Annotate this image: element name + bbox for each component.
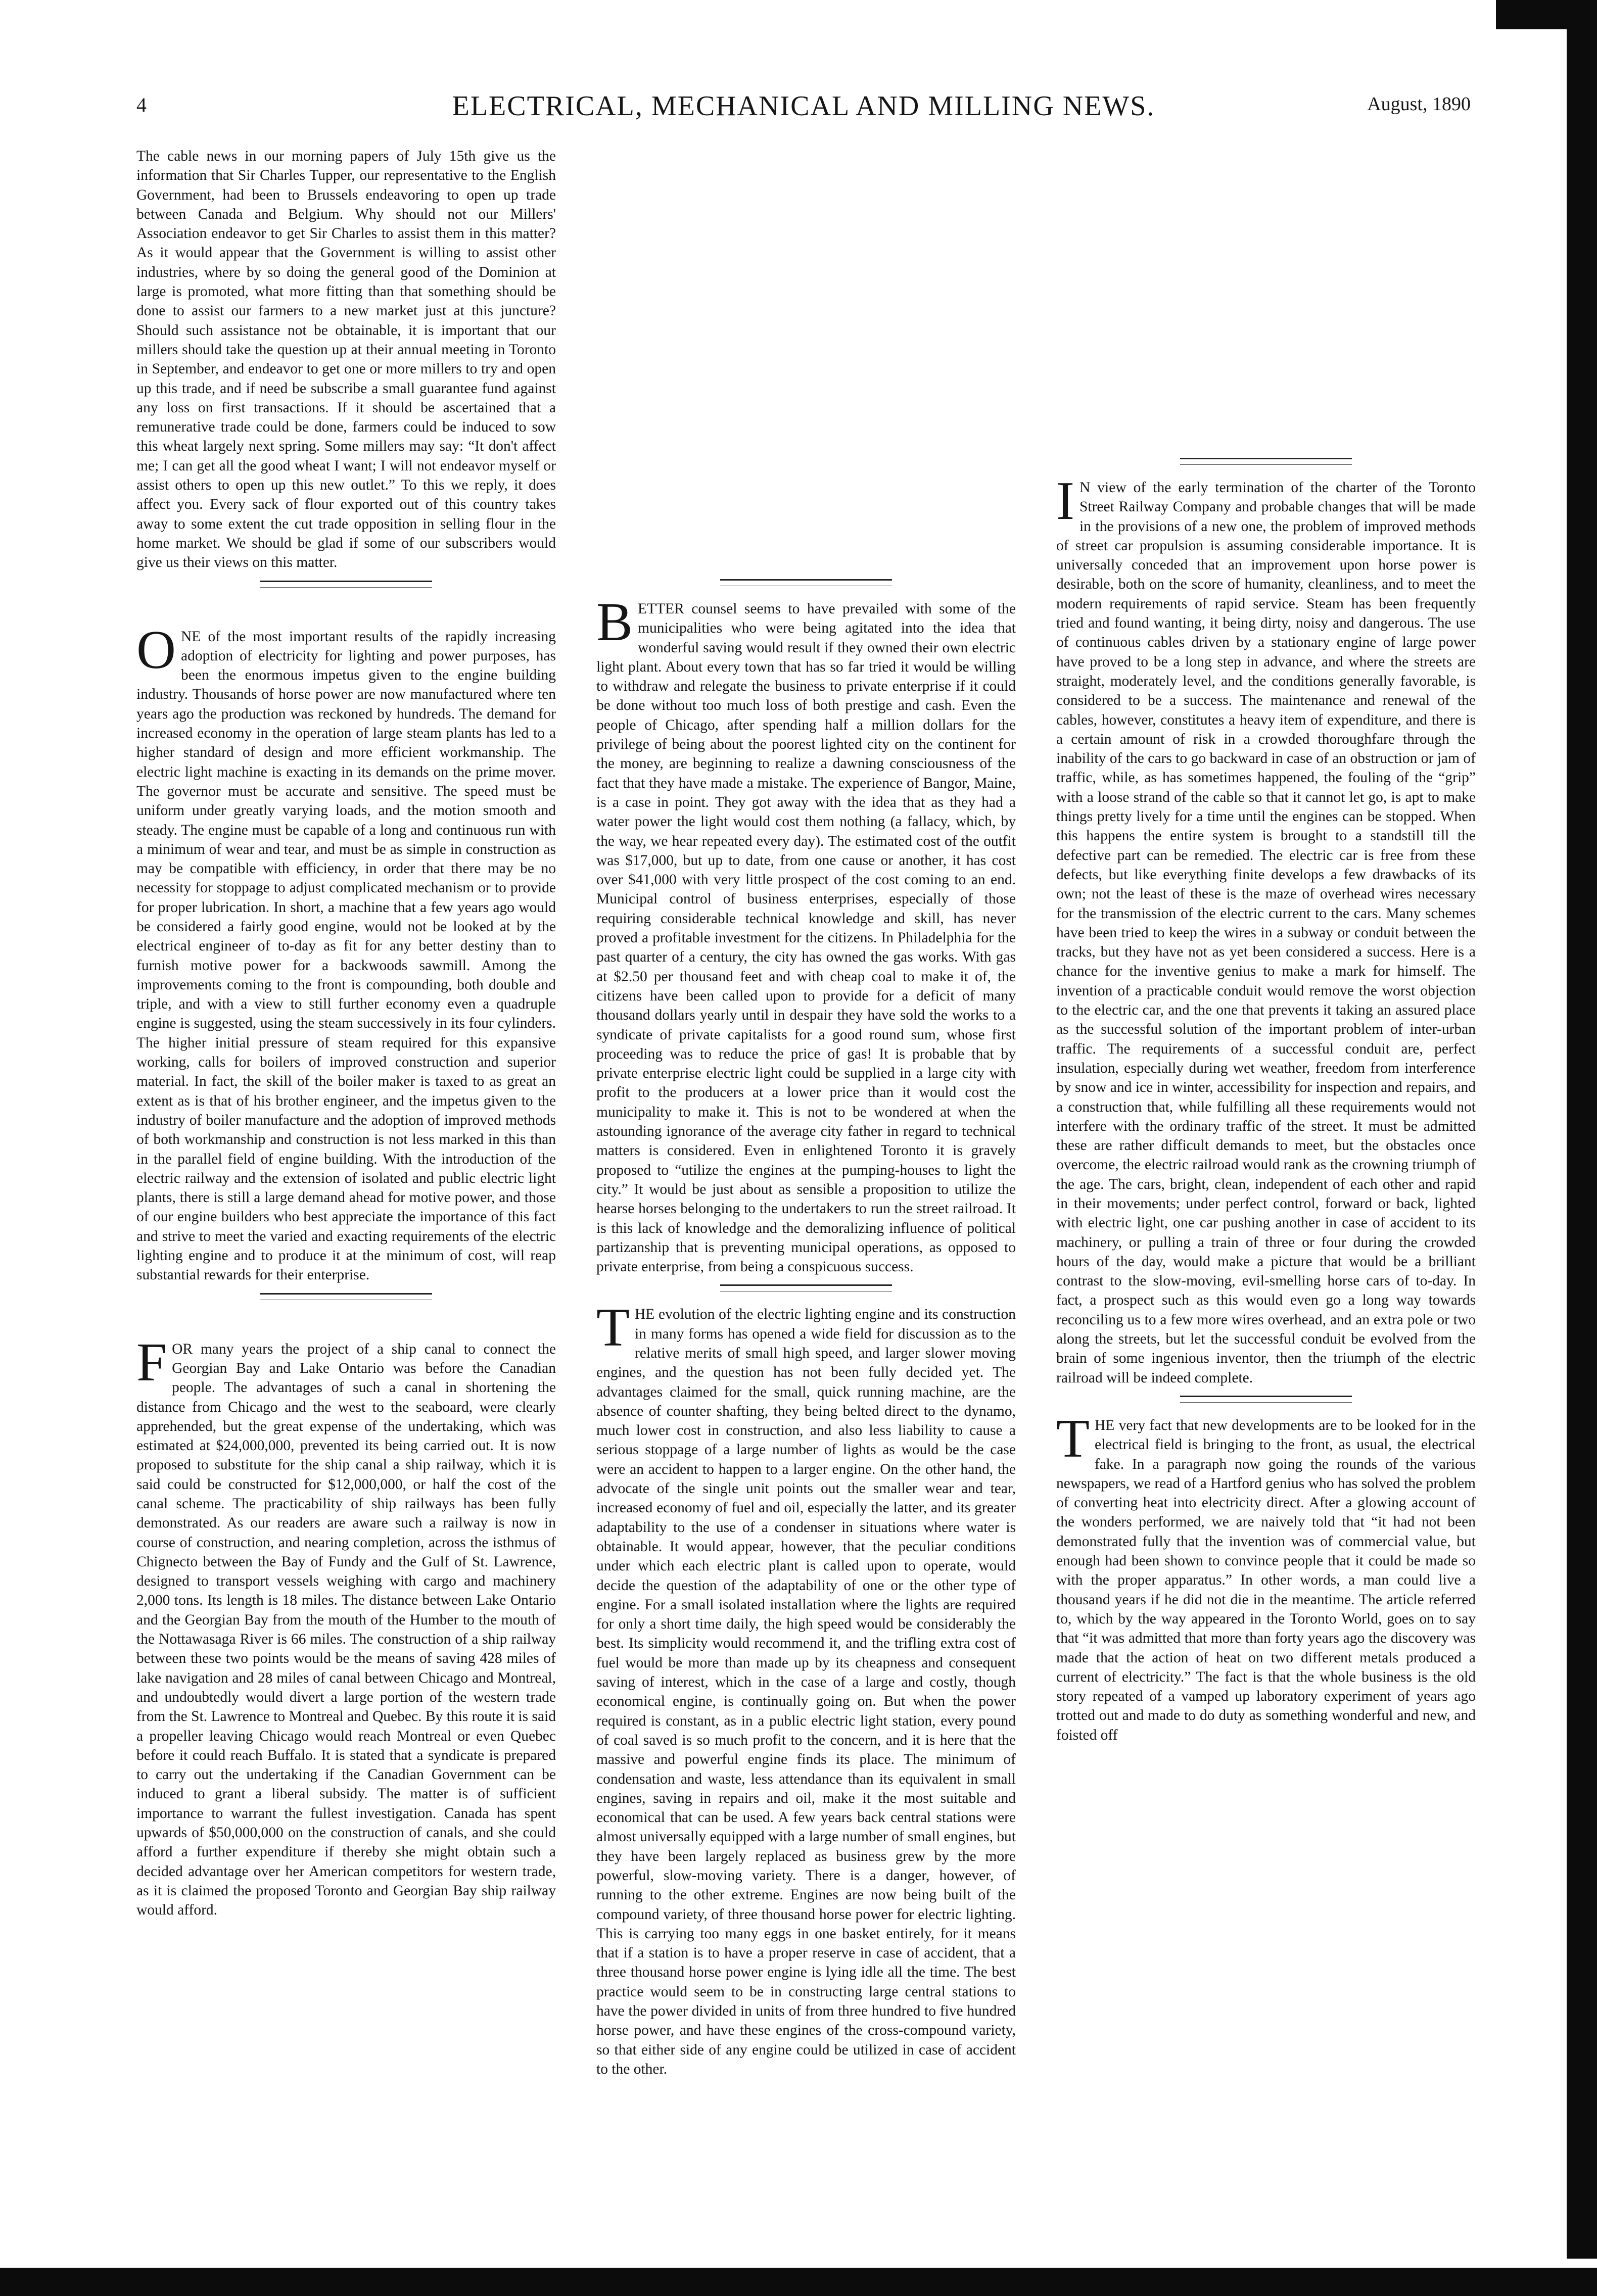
page-binding-edge [1567, 20, 1597, 2259]
article-municipal-lighting [596, 592, 1016, 1276]
column-3 [1056, 147, 1476, 2254]
article-lighting-engine [596, 1298, 1016, 2079]
article-divider [1180, 458, 1352, 465]
article-text: HE very fact that new developments are to be looked for in the electrical field is bringing to the front, as usual, the electrical fake. In a paragraph now going the rounds of the various newspapers, we read of a Hartford genius who has solved the problem of converting heat into electricity direct. After a glowing account of the wonders performed, we are naively told that “it had not been demonstrated fully that the invention was of commercial value, but enough had been shown to convince people that it could be made so with the proper apparatus.” In other words, a man could live a thousand years if he did not die in the meantime. The article referred to, which by the way appeared in the Toronto World, goes on to say that “it was admitted that more than forty years ago the discovery was made that the action of heat on two different metals produced a current of electricity.” The fact is that the whole business is the old story repeated of a vamped up laboratory experiment of years ago trotted out and made to do duty as something wonderful and new, and foisted off [1056, 1417, 1476, 1743]
drop-cap: O [136, 619, 176, 680]
column-1 [136, 147, 556, 2254]
drop-cap: F [136, 1332, 167, 1393]
masthead: ELECTRICAL, MECHANICAL AND MILLING NEWS. [452, 90, 1155, 122]
drop-cap: T [1056, 1408, 1090, 1469]
article-electrical-fake [1056, 1408, 1476, 1745]
page-number: 4 [136, 93, 147, 116]
issue-date: August, 1890 [1367, 93, 1471, 115]
drop-cap: T [596, 1298, 630, 1358]
article-divider [260, 581, 432, 588]
article-text: N view of the early termination of the charter of the Toronto Street Railway Company and probable changes that will be made in the provisions of a new one, the problem of improved methods of street car propulsion is assuming considerable importance. It is universally conceded that an improvement upon horse power is desirable, both on the score of humanity, cleanliness, and to meet the modern requirements of rapid service. Steam has been frequently tried and found wanting, it being dirty, noisy and dangerous. The use of continuous cables driven by a stationary engine of large power have proved to be a long step in advance, and where the streets are straight, moderately level, and the conditions generally favorable, is considered to be a success. The maintenance and renewal of the cables, however, constitutes a heavy item of expenditure, and there is a certain amount of risk in a crowded thoroughfare through the inability of the cars to go backward in case of an obstruction or jam of traffic, while, as has sometimes happened, the fouling of the “grip” with a loose strand of the cable so that it cannot let go, is apt to make things pretty lively for a time until the engines can be stopped. When this happens the entire system is brought to a standstill till the defective part can be remedied. The electric car is free from these defects, but like everything finite develops a few drawbacks of its own; not the least of these is the maze of overhead wires necessary for the transmission of the electric current to the cars. Many schemes have been tried to keep the wires in a subway or conduit between the tracks, but they have not as yet been considered a success. Here is a chance for the inventive genius to make a mark for himself. The invention of a practicable conduit would remove the worst objection to the electric car, and the one that prevents it taking an assured place as the successful solution of the important problem of inter-urban traffic. The requirements of a successful conduit are, perfect insulation, especially during wet weather, freedom from interference by snow and ice in winter, accessibility for inspection and repairs, and a construction that, while fulfilling all these requirements would not interfere with the ordinary traffic of the street. It must be admitted these are rather difficult demands to meet, but the obstacles once overcome, the electric railroad would rank as the crowning triumph of the age. The cars, bright, clean, independent of each other and rapid in their movements; under perfect control, forward or back, lighted with electric light, one car pushing another in case of accident to its machinery, or pulling a train of three or four during the crowded hours of the day, would make a picture that would be a brilliant contrast to the slow-moving, evil-smelling horse cars of to-day. In fact, a prospect such as this would even go a long way towards reconciling us to a few more wires overhead, and an extra pole or two along the streets, but let the successful conduit be evolved from the brain of some ingenious inventor, then the triumph of the electric railroad will be indeed complete. [1056, 480, 1476, 1386]
article-text: OR many years the project of a ship canal to connect the Georgian Bay and Lake Ontario was before the Canadian people. The advantages of such a canal in shortening the distance from Chicago and the west to the seaboard, were clearly apprehended, but the great expense of the undertaking, which was estimated at $24,000,000, prevented its being carried out. It is now proposed to substitute for the ship canal a ship railway, which it is said could be constructed for $12,000,000, or half the cost of the canal scheme. The practicability of ship railways has been fully demonstrated. As our readers are aware such a railway is now in course of construction, and nearing completion, across the isthmus of Chignecto between the Bay of Fundy and the Gulf of St. Lawrence, designed to transport vessels weighing with cargo and machinery 2,000 tons. Its length is 18 miles. The distance between Lake Ontario and the Georgian Bay from the mouth of the Humber to the mouth of the Nottawasaga River is 66 miles. The construction of a ship railway between these two points would be the means of saving 428 miles of lake navigation and 28 miles of canal between Chicago and Montreal, and undoubtedly would divert a large portion of the western trade from the St. Lawrence to Montreal and Quebec. By this route it is said a propeller leaving Chicago would reach Montreal or even Quebec before it could reach Buffalo. It is stated that a syndicate is prepared to carry out the undertaking if the Canadian Government can be induced to grant a liberal subsidy. The matter is of sufficient importance to warrant the fullest investigation. Canada has spent upwards of $50,000,000 on the construction of canals, and she could afford a further expenditure if thereby she might obtain such a decided advantage over her American competitors for western trade, as it is claimed the proposed Toronto and Georgian Bay ship railway would afford. [136, 1341, 556, 1919]
article-text: ETTER counsel seems to have prevailed with some of the municipalities who were being agitated into the idea that wonderful saving would result if they owned their own electric light plant. About every town that has so far tried it would be willing to withdraw and relegate the business to private enterprise if it could be done without too much loss of both prestige and cash. Even the people of Chicago, after spending half a million dollars for the privilege of being about the poorest lighted city on the continent for the money, are beginning to realize a dawning consciousness of the fact that they have made a mistake. The experience of Bangor, Maine, is a case in point. They got away with the idea that as they had a water power the light would cost them nothing (a fallacy, which, by the way, we hear repeated every day). The estimated cost of the outfit was $17,000, but up to date, from one cause or another, it has cost over $41,000 with very little prospect of the cost coming to an end. Municipal control of business enterprises, especially of those requiring considerable technical knowledge and skill, has never proved a profitable investment for the citizens. In Philadelphia for the past quarter of a century, the city has owned the gas works. With gas at $2.50 per thousand feet and with cheap coal to make it of, the citizens have been called upon to provide for a deficit of many thousand dollars yearly until in despair they have sold the works to a syndicate of private capitalists for a good round sum, whose first proceeding was to reduce the price of gas! It is probable that by private enterprise electric light could be supplied in a large city with profit to the producers at a lower price than it would cost the municipality to make it. This is not to be wondered at when the astounding ignorance of the average city father in regard to technical matters is considered. Even in enlightened Toronto it is gravely proposed to “utilize the engines at the pumping-houses to light the city.” It would be just about as sensible a proposition to utilize the hearse horses belonging to the undertakers to run the street railroad. It is this lack of knowledge and the demoralizing influence of political partizanship that is preventing municipal operations, as opposed to private enterprise, from being a conspicuous success. [596, 601, 1016, 1275]
article-street-railway [1056, 471, 1476, 1388]
article-text: NE of the most important results of the rapidly increasing adoption of electricity for lighting and power purposes, has been the enormous impetus given to the engine building industry. Thousands of horse power are now manufactured where ten years ago the production was reckoned by hundreds. The demand for increased economy in the operation of large steam plants has led to a higher standard of design and more efficient workmanship. The electric light machine is exacting in its demands on the prime mover. The governor must be accurate and sensitive. The speed must be uniform under greatly varying loads, and the motion smooth and steady. The engine must be capable of a long and continuous run with a minimum of wear and tear, and must be as simple in construction as may be compatible with efficiency, in order that there may be no necessity for stoppage to adjust complicated mechanism or to provide for proper lubrication. In short, a machine that a few years ago would be considered a fairly good engine, would not be looked at by the electrical engineer of to-day as fit for any better destiny than to furnish motive power for a backwoods sawmill. Among the improvements coming to the front is compounding, both double and triple, and with a view to still further economy even a quadruple engine is suggested, using the steam successively in its four cylinders. The higher initial pressure of steam required for this expansive working, calls for boilers of improved construction and superior material. In fact, the skill of the boiler maker is taxed to as great an extent as is that of his brother engineer, and the impetus given to the industry of boiler manufacture and the adoption of improved methods of both workmanship and construction is not less marked in this than in the parallel field of engine building. With the introduction of the electric railway and the extension of isolated and public electric light plants, there is still a large demand ahead for motive power, and those of our engine builders who best appreciate the importance of this fact and strive to meet the varied and exacting requirements of the electric lighting engine and to produce it at the minimum of cost, will reap substantial rewards for their enterprise. [136, 628, 556, 1283]
article-text: HE evolution of the electric lighting engine and its construction in many forms has opened a wide field for discussion as to the relative merits of small high speed, and larger slower moving engines, and the question has not been fully decided yet. The advantages claimed for the small, quick running machine, are the absence of counter shafting, they being belted direct to the dynamo, much lower cost in construction, and also less liability to cause a serious stoppage of a large number of lights as would be the case were an accident to happen to a larger engine. On the other hand, the advocate of the single unit points out the smaller wear and tear, increased economy of fuel and oil, especially the latter, and its greater adaptability to the use of a condenser in situations where water is obtainable. It would appear, however, that the peculiar conditions under which each electric plant is called upon to operate, would decide the question of the adaptability of one or the other type of engine. For a small isolated installation where the lights are required for only a short time daily, the high speed would be considerably the best. Its simplicity would recommend it, and the trifling extra cost of fuel would be more than made up by its cheapness and consequent saving of interest, which in the case of a large and costly, though economical engine, is continually going on. But when the power required is constant, as in a public electric light station, every pound of coal saved is so much profit to the concern, and it is here that the massive and powerful engine finds its place. The minimum of condensation and waste, less attendance than its equivalent in small engines, saving in repairs and oil, make it the most suitable and economical that can be used. A few years back central stations were almost universally equipped with a large number of small engines, but they have been largely replaced as business grew by the more powerful, slow-moving variety. There is a danger, however, of running to the other extreme. Engines are now being built of the compound variety, of three thousand horse power for electric lighting. This is carrying too many eggs in one basket entirely, for it means that if a station is to have a proper reserve in case of accident, that a three thousand horse power engine is lying idle all the time. The best practice would seem to be in constructing large central stations to have the power divided in units of from three hundred to five hundred horse power, and have these engines of the cross-compound variety, so that either side of any engine could be utilized in case of accident to the other. [596, 1306, 1016, 2077]
article-divider [720, 579, 892, 586]
article-divider [1180, 1396, 1352, 1403]
article-trade-belgium: The cable news in our morning papers of July 15th give us the information that Sir Charles Tupper, our representative to the English Government, had been to Brussels endeavoring to open up trade between Canada and Belgium. Why should not our Millers' Association endeavor to get Sir Charles to assist them in this matter? As it would appear that the Government is willing to assist other industries, where by so doing the general good of the Dominion at large is promoted, what more fitting than that something should be done to assist our farmers to a new market just at this juncture? Should such assistance not be obtainable, it is important that our millers should take the question up at their annual meeting in Toronto in September, and endeavor to get one or more millers to try and open up this trade, and if need be subscribe a small guarantee fund against any loss on first transactions. If it should be ascertained that a remunerative trade could be done, farmers could be induced to sow this wheat largely next spring. Some millers may say: “It don't affect me; I can get all the good wheat I want; I will not endeavor myself or assist others to open up this new outlet.” To this we reply, it does affect you. Every sack of flour exported out of this country takes away to some extent the cut trade opposition in selling flour in the home market. We should be glad if some of our subscribers would give us their views on this matter. [136, 148, 556, 571]
column-2 [596, 147, 1016, 2254]
article-ship-railway [136, 1332, 556, 1920]
page-bottom-edge [0, 2268, 1597, 2296]
drop-cap: B [596, 592, 633, 652]
drop-cap: I [1056, 471, 1074, 531]
article-divider [720, 1284, 892, 1292]
page-header [136, 90, 1471, 130]
article-divider [260, 1293, 432, 1300]
article-engine-building [136, 619, 556, 1285]
